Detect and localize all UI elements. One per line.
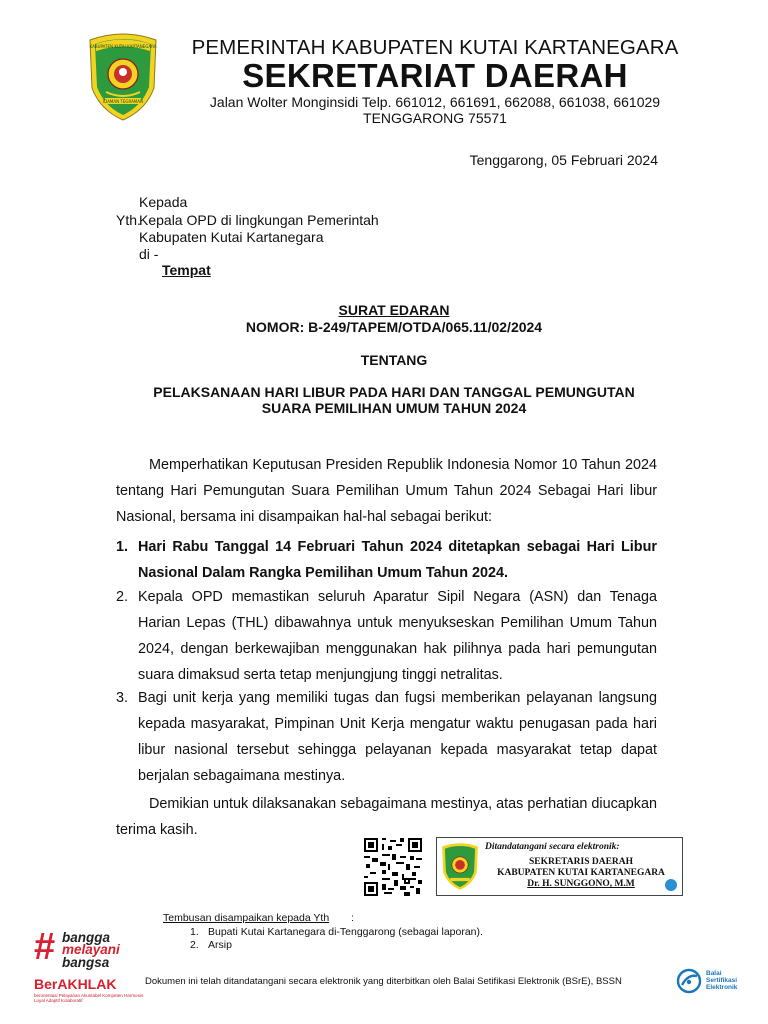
- logo-motto: IDAMAN TEGRAMAN: [103, 98, 143, 104]
- kutai-kartanegara-emblem: [86, 30, 160, 122]
- office-address: Jalan Wolter Monginsidi Telp. 661012, 661691, 662088, 661038, 661029: [209, 94, 661, 110]
- list-item: [116, 534, 657, 586]
- office-name: SEKRETARIAT DAERAH: [242, 57, 628, 94]
- signer-name: Dr. H. SUNGGONO, M.M: [527, 879, 635, 889]
- berakhlak-logo: [34, 927, 152, 1009]
- list-item-text: Kepala OPD memastikan seluruh Aparatur Sipil Negara (ASN) dan Tenaga Harian Lepas (THL) dibawahnya untuk menyukseskan Pemilihan Umum Tahun 2024, dengan berkewajiban menggunakan hak pilihnya pada hari pemungutan suara dimaksud serta tetap menjungjung tinggi netralitas.: [138, 589, 657, 683]
- list-item-number: 2.: [116, 589, 129, 605]
- circular-number: NOMOR: B-249/TAPEM/OTDA/065.11/02/2024: [245, 319, 543, 335]
- recipient-tempat: Tempat: [162, 262, 211, 278]
- circular-about: TENTANG: [360, 352, 428, 368]
- copies-item: Arsip: [208, 939, 232, 951]
- letter-date: Tenggarong, 05 Februari 2024: [469, 152, 658, 168]
- list-item-number: 3.: [116, 690, 129, 706]
- berakhlak-hash: #: [34, 926, 56, 968]
- signer-title-1: SEKRETARIS DAERAH: [528, 857, 634, 867]
- logo-band-text: KABUPATEN KUTAI KARTANEGARA: [89, 44, 157, 49]
- berakhlak-brand: BerAKHLAK: [34, 976, 117, 992]
- list-item: [116, 685, 657, 789]
- verified-badge-icon: [665, 879, 677, 891]
- recipient-di: di -: [139, 246, 159, 262]
- list-item: [116, 584, 657, 688]
- bsre-text-1: Balai: [706, 970, 722, 977]
- footer-note: Dokumen ini telah ditandatangani secara elektronik yang diterbitkan oleh Balai Setifikasi Elektronik (BSrE), BSSN: [145, 976, 622, 987]
- office-city: TENGGARONG 75571: [363, 110, 507, 126]
- berakhlak-word-2: melayani: [62, 942, 120, 957]
- copies-item-number: 1.: [190, 926, 199, 938]
- circular-subject-line-1: PELAKSANAAN HARI LIBUR PADA HARI DAN TANGGAL PEMUNGUTAN: [153, 384, 635, 400]
- copies-heading: Tembusan disampaikan kepada Yth: [163, 912, 330, 924]
- recipient-yth: Yth.: [116, 212, 141, 228]
- berakhlak-word-1: bangga: [62, 930, 111, 945]
- berakhlak-word-3: bangsa: [62, 955, 110, 970]
- recipient-kepada: Kepada: [139, 194, 188, 210]
- list-item-text: Hari Rabu Tanggal 14 Februari Tahun 2024 ditetapkan sebagai Hari Libur Nasional Dalam Rangka Pemilihan Umum Tahun 2024.: [138, 539, 657, 581]
- closing-paragraph: Demikian untuk dilaksanakan sebagaimana mestinya, atas perhatian diucapkan terima kasih.: [116, 796, 657, 838]
- circular-title: SURAT EDARAN: [338, 302, 450, 318]
- list-item-number: 1.: [116, 539, 129, 555]
- list-item-text: Bagi unit kerja yang memiliki tugas dan fugsi memberikan pelayanan langsung kepada masyarakat, Pimpinan Unit Kerja mengatur waktu penugasan pada hari libur nasional tersebut sehingga pelayanan kepada masyarakat tetap dapat berjalan sebagaimana mestinya.: [138, 690, 657, 784]
- signature-heading: Ditandatangani secara elektronik:: [485, 842, 620, 852]
- electronic-signature-box: [436, 837, 683, 896]
- kutai-kartanegara-emblem: [440, 841, 480, 891]
- copies-item: Bupati Kutai Kartanegara di-Tenggarong (sebagai laporan).: [208, 926, 483, 938]
- recipient-line-1: Kepala OPD di lingkungan Pemerintah: [139, 212, 379, 228]
- government-name: PEMERINTAH KABUPATEN KUTAI KARTANEGARA: [191, 36, 679, 59]
- circular-subject-line-2: SUARA PEMILIHAN UMUM TAHUN 2024: [261, 400, 527, 416]
- berakhlak-tagline: berorientasi Pelayanan Akuntabel Kompeten Harmonis Loyal Adaptif Kolaboratif: [34, 993, 144, 1003]
- bsre-text-3: Elektronik: [706, 984, 738, 991]
- copies-item-number: 2.: [190, 939, 199, 951]
- qr-code-icon: [364, 838, 422, 896]
- bsre-text-2: Sertifikasi: [706, 977, 738, 984]
- copies-colon: :: [351, 912, 354, 924]
- recipient-line-2: Kabupaten Kutai Kartanegara: [139, 229, 324, 245]
- intro-paragraph: Memperhatikan Keputusan Presiden Republik Indonesia Nomor 10 Tahun 2024 tentang Hari Pemungutan Suara Pemilihan Umum Tahun 2024 Sebagai Hari libur Nasional, bersama ini disampaikan hal-hal sebagai berikut:: [116, 457, 657, 525]
- bsre-logo-icon: [676, 968, 702, 994]
- signer-title-2: KABUPATEN KUTAI KARTANEGARA: [497, 868, 665, 878]
